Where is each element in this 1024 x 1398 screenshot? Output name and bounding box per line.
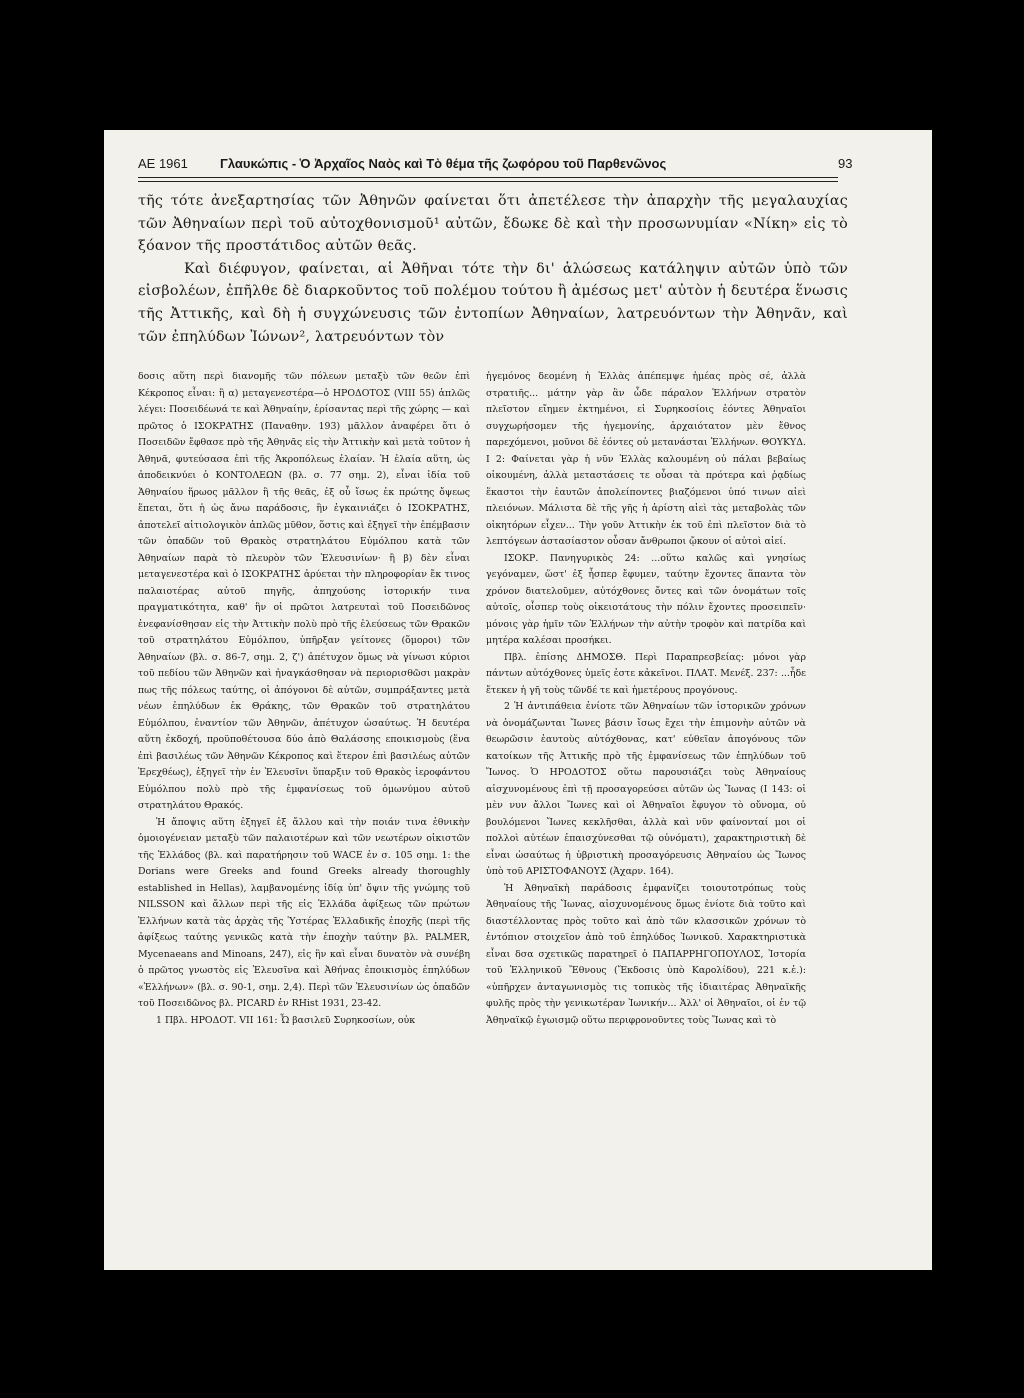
journal-reference: ΑΕ 1961	[138, 156, 188, 171]
footnote-left-paragraph-1: δοσις αὕτη περὶ διανομῆς τῶν πόλεων μεταξὺ τῶν θεῶν ἐπὶ Κέκροπος εἶναι: ἢ α) μεταγενεστέρα—ὁ ΗΡΟΔΟΤΟΣ (VIII 55) ἁπλῶς λέγει: Ποσειδέωνά τε καὶ Ἀθηναίην, ἐρίσαντας περὶ τῆς χώρης — καὶ πρῶτος ὁ ΙΣΟΚΡΑΤΗΣ (Παναθην. 193) μᾶλλον ἀναφέρει ὅτι ὁ Ποσειδῶν ἔφθασε πρὸ τῆς Ἀθηνᾶς εἰς τὴν Ἀττικὴν καὶ μετὰ τοῦτον ἡ Ἀθηνᾶ, φυτεύσασα ἐπὶ τῆς Ἀκροπόλεως ἐλαίαν. Ἡ ἐλαία αὕτη, ὡς ἀποδεικνύει ὁ ΚΟΝΤΟΛΕΩΝ (βλ. σ. 77 σημ. 2), εἶναι ἰδία τοῦ Ἀθηναίου ἥρωος μᾶλλον ἢ τῆς θεᾶς, ἐξ οὗ ἴσως ἐκ πρώτης ὄψεως ἕπεται, ὅτι ἡ ὡς ἄνω παράδοσις, ἣν ἐγκαινιάζει ὁ ΙΣΟΚΡΑΤΗΣ, ἀποτελεῖ αἰτιολογικὸν ἁπλῶς μῦθον, ὅστις καὶ ἐξηγεῖ τὴν ἐπέμβασιν τῶν ὀπαδῶν τοῦ Θρακὸς στρατηλάτου Εὐμόλπου κατὰ τῶν Ἀθηναίων παρὰ τὸ πλευρὸν τῶν Ἐλευσινίων· ἢ β) δὲν εἶναι μεταγενεστέρα καὶ ὁ ΙΣΟΚΡΑΤΗΣ ἀρύεται τὴν πληροφορίαν ἔκ τινος παλαιοτέρας αὐτοῦ πηγῆς, ἀπηχούσης ἱστορικήν τινα πραγματικότητα, καθ' ἣν οἱ πρῶτοι λατρευταὶ τοῦ Ποσειδῶνος ἐνεφανίσθησαν εἰς τὴν Ἀττικὴν πολὺ πρὸ τῆς ἐλεύσεως τῶν Θρακῶν τοῦ στρατηλάτου Εὐμόλπου, ὑπῆρξαν γείτονες (ὅμοροι) τῶν Ἀθηναίων (βλ. σ. 86-7, σημ. 2, ζ') ἀπέτυχον ὅμως νὰ γίνωσι κύριοι τοῦ πεδίου τῶν Ἀθηνῶν καὶ ἠναγκάσθησαν νὰ περιορισθῶσι μακρὰν πως τῆς πόλεως ταύτης, οἱ ἀπόγονοι δὲ αὐτῶν, συμπράξαντες μετὰ νέων ἐπηλύδων ἐκ Θράκης, τῶν Θρακῶν τοῦ στρατηλάτου Εὐμόλπου, ἐναντίον τῶν Ἀθηνῶν, ἀπέτυχον ὡσαύτως. Ἡ δευτέρα αὕτη ἐκδοχή, προϋποθέτουσα δύο ἀπὸ Θαλάσσης εποικισμοὺς (ἕνα ἐπὶ βασιλέως τῶν Ἀθηνῶν Κέκροπος καὶ ἕτερον ἐπὶ βασιλέως αὐτῶν Ἐρεχθέως), ἐξηγεῖ τὴν ἐν Ἐλευσῖνι ὕπαρξιν τοῦ Θρακὸς ἱεροφάντου Εὐμόλπου πολὺ πρὸ τῆς ἐμφανίσεως τοῦ ὁμωνύμου αὐτοῦ στρατηλάτου Θρακός.	[138, 371, 470, 811]
footnote-right-paragraph-3: Πβλ. ἐπίσης ΔΗΜΟΣΘ. Περὶ Παραπρεσβείας: μόνοι γὰρ πάντων αὐτόχθονες ὑμεῖς ἐστε κἀκεῖνοι. ΠΛΑΤ. Μενέξ. 237: ...ἦδε ἔτεκεν ἡ γῆ τοὺς τῶνδέ τε καὶ ἡμετέρους προγόνους.	[486, 651, 806, 696]
body-text	[138, 190, 848, 348]
footnote-right-paragraph-5: Ἡ Ἀθηναϊκὴ παράδοσις ἐμφανίζει τοιουτοτρόπως τοὺς Ἀθηναίους τῆς Ἴωνας, αἰσχυνομένους ὅμως ἐνίοτε διὰ τοῦτο καὶ διαστέλλοντας πρὸς τοῦτο καὶ ἀπὸ τῶν κλασσικῶν χρόνων τὸ ἐντόπιον στοιχεῖον ἀπὸ τοῦ ἐπηλύδος Ἰωνικοῦ. Χαρακτηριστικὰ εἶναι δσα σχετικῶς παρατηρεῖ ὁ ΠΑΠΑΡΡΗΓΟΠΟΥΛΟΣ, Ἱστορία τοῦ Ἑλληνικοῦ Ἔθνους (Ἔκδοσις ὑπὸ Καρολίδου), 221 κ.ἑ.): «ὑπῆρχεν ἀνταγωνισμὸς τις τοπικὸς τῆς ἰδιαιτέρας Ἀθηναϊκῆς φυλῆς πρὸς τὴν γενικωτέραν Ἰωνικήν... Ἀλλ' οἱ Ἀθηναῖοι, οἱ ἐν τῷ Ἀθηναϊκῷ ἐγωισμῷ οὕτω περιφρονοῦντες τοὺς Ἴωνας καὶ τὸ	[486, 882, 806, 1026]
body-paragraph-2: Καὶ διέφυγον, φαίνεται, αἱ Ἀθῆναι τότε τὴν δι' ἁλώσεως κατάληψιν αὐτῶν ὑπὸ τῶν εἰσβολέων, ἐπῆλθε δὲ διαρκοῦντος τοῦ πολέμου τούτου ἢ ἀμέσως μετ' αὐτὸν ἡ δευτέρα ἕνωσις τῆς Ἀττικῆς, καὶ δὴ ἡ συγχώνευσις τῶν ἐντοπίων Ἀθηναίων, λατρευόντων τὴν Ἀθηνᾶν, καὶ τῶν ἐπηλύδων Ἰώνων², λατρευόντων τὸν	[138, 260, 848, 345]
page-number: 93	[838, 156, 853, 171]
scanned-page	[104, 130, 932, 1270]
running-header	[138, 156, 853, 171]
footnote-2: 2 Ἡ ἀντιπάθεια ἐνίοτε τῶν Ἀθηναίων τῶν ἱστορικῶν χρόνων νὰ ὀνομάζωνται Ἴωνες βάσιν ἴσως ἔχει τὴν ἐπιμονὴν αὐτῶν νὰ θεωρῶσιν ἑαυτοὺς αὐτόχθονας, κατ' εὐθεῖαν ἀπογόνους τῶν κατοίκων τῆς Ἀττικῆς πρὸ τῆς ἐμφανίσεως τῶν ἐπηλύδων τοῦ Ἴωνος. Ὁ ΗΡΟΔΟΤΟΣ οὕτω παρουσιάζει τοὺς Ἀθηναίους αἰσχυνομένους ἐπὶ τῇ προσαγορεύσει αὐτῶν ὡς Ἴωνας (Ι 143: οἱ μὲν νυν ἄλλοι Ἴωνες καὶ οἱ Ἀθηναῖοι ἔφυγον τὸ οὔνομα, οὐ βουλόμενοι Ἴωνες κεκλῆσθαι, ἀλλὰ καὶ νῦν φαίνονταί μοι οἱ πολλοὶ αὐτέων ἐπαισχύνεσθαι τῷ οὐνόματι), χαρακτηριστικὴ δὲ εἶναι ὡσαύτως ἡ ὑβριστικὴ προσαγόρευσις Ἀθηναίου ὡς Ἴωνος ὑπὸ τοῦ ΑΡΙΣΤΟΦΑΝΟΥΣ (Ἀχαρν. 164).	[486, 701, 806, 877]
footnote-column-right	[486, 369, 806, 1029]
header-rule-top	[138, 177, 838, 178]
footnote-1: 1 Πβλ. ΗΡΟΔΟΤ. VII 161: Ὦ βασιλεῦ Συρηκοσίων, οὐκ	[156, 1014, 416, 1026]
body-paragraph-1: τῆς τότε ἀνεξαρτησίας τῶν Ἀθηνῶν φαίνεται ὅτι ἀπετέλεσε τὴν ἀπαρχὴν τῆς μεγαλαυχίας τῶν Ἀθηναίων περὶ τοῦ αὐτοχθονισμοῦ¹ αὐτῶν, ἔδωκε δὲ καὶ τὴν προσωνυμίαν «Νίκη» εἰς τὸ ξόανον τῆς προστάτιδος αὐτῶν θεᾶς.	[138, 193, 848, 255]
running-title: Γλαυκώπις - Ὁ Ἀρχαῖος Ναὸς καὶ Τὸ θέμα τῆς ζωφόρου τοῦ Παρθενῶνος	[220, 156, 667, 171]
footnote-right-paragraph-1: ἡγεμόνος δεομένη ἡ Ἑλλὰς ἀπέπεμψε ἡμέας πρὸς σέ, ἀλλὰ στρατιῆς... μάτην γὰρ ἂν ὧδε πάραλον Ἑλλήνων στρατὸν πλεῖστον εἴημεν ἐκτημένοι, εἰ Συρηκοσίοις ἐόντες Ἀθηναῖοι συγχωρήσομεν τῆς ἡγεμονίης, ἀρχαιότατον μὲν ἔθνος παρεχόμενοι, μοῦνοι δὲ ἐόντες οὐ μετανάσται Ἑλλήνων. ΘΟΥΚΥΔ. Ι 2: Φαίνεται γὰρ ἡ νῦν Ἑλλὰς καλουμένη οὐ πάλαι βεβαίως οἰκουμένη, ἀλλὰ μεταστάσεις τε οὖσαι τὰ πρότερα καὶ ῥᾳδίως ἕκαστοι τὴν ἑαυτῶν ἀπολείποντες βιαζόμενοι ὑπό τινων αἰεὶ πλειόνων. Μάλιστα δὲ τῆς γῆς ἡ ἀρίστη αἰεὶ τὰς μεταβολὰς τῶν οἰκητόρων εἶχεν... Τὴν γοῦν Ἀττικὴν ἐκ τοῦ ἐπὶ πλεῖστον διὰ τὸ λεπτόγεων ἀστασίαστον οὖσαν ἄνθρωποι ᾤκουν οἱ αὐτοὶ αἰεί.	[486, 371, 806, 547]
footnote-left-paragraph-2: Ἡ ἄποψις αὕτη ἐξηγεῖ ἐξ ἄλλου καὶ τὴν ποιάν τινα ἐθνικὴν ὁμοιογένειαν μεταξὺ τῶν παλαιοτέρων καὶ τῶν νεωτέρων οἰκιστῶν τῆς Ἑλλάδος (βλ. καὶ παρατήρησιν τοῦ WACE ἐν σ. 105 σημ. 1: the Dorians were Greeks and found Greeks already thoroughly established in Hellas), λαμβανομένης ἰδίᾳ ὑπ' ὄψιν τῆς γνώμης τοῦ NILSSON καὶ ἄλλων περὶ τῆς εἰς Ἑλλάδα ἀφίξεως τῶν πρώτων Ἑλλήνων κατὰ τὰς ἀρχὰς τῆς Ὑστέρας Ἑλλαδικῆς ἐποχῆς (περὶ τῆς ἀφίξεως ταύτης γενικῶς κατὰ τὴν ἐποχὴν ταύτην βλ. PALMER, Mycenaeans and Minoans, 247), εἰς ἣν καὶ εἶναι δυνατὸν νὰ συνέβη ὁ πρῶτος γνωστὸς εἰς Ἐλευσῖνα καὶ Ἀθήνας ἐποικισμὸς ἐπηλύδων «Ἑλλήνων» (βλ. σ. 90-1, σημ. 2,4). Περὶ τῶν Ἐλευσινίων ὡς ὀπαδῶν τοῦ Ποσειδῶνος βλ. PICARD ἐν RHist 1931, 23-42.	[138, 816, 470, 1009]
header-rule-bottom	[138, 181, 838, 182]
footnote-right-paragraph-2: ΙΣΟΚΡ. Πανηγυρικὸς 24: ...οὕτω καλῶς καὶ γνησίως γεγόναμεν, ὥστ' ἐξ ἧσπερ ἔφυμεν, ταύτην ἔχοντες ἅπαντα τὸν χρόνον διατελοῦμεν, αὐτόχθονες ὄντες καὶ τῶν ὀνομάτων τοῖς αὐτοῖς, οἷσπερ τοὺς οἰκειοτάτους τὴν πόλιν ἔχοντες προσειπεῖν· μόνοις γὰρ ἡμῖν τῶν Ἑλλήνων τὴν αὐτὴν τροφὸν καὶ πατρίδα καὶ μητέρα καλέσαι προσήκει.	[486, 552, 806, 646]
footnote-column-left	[138, 369, 470, 1029]
